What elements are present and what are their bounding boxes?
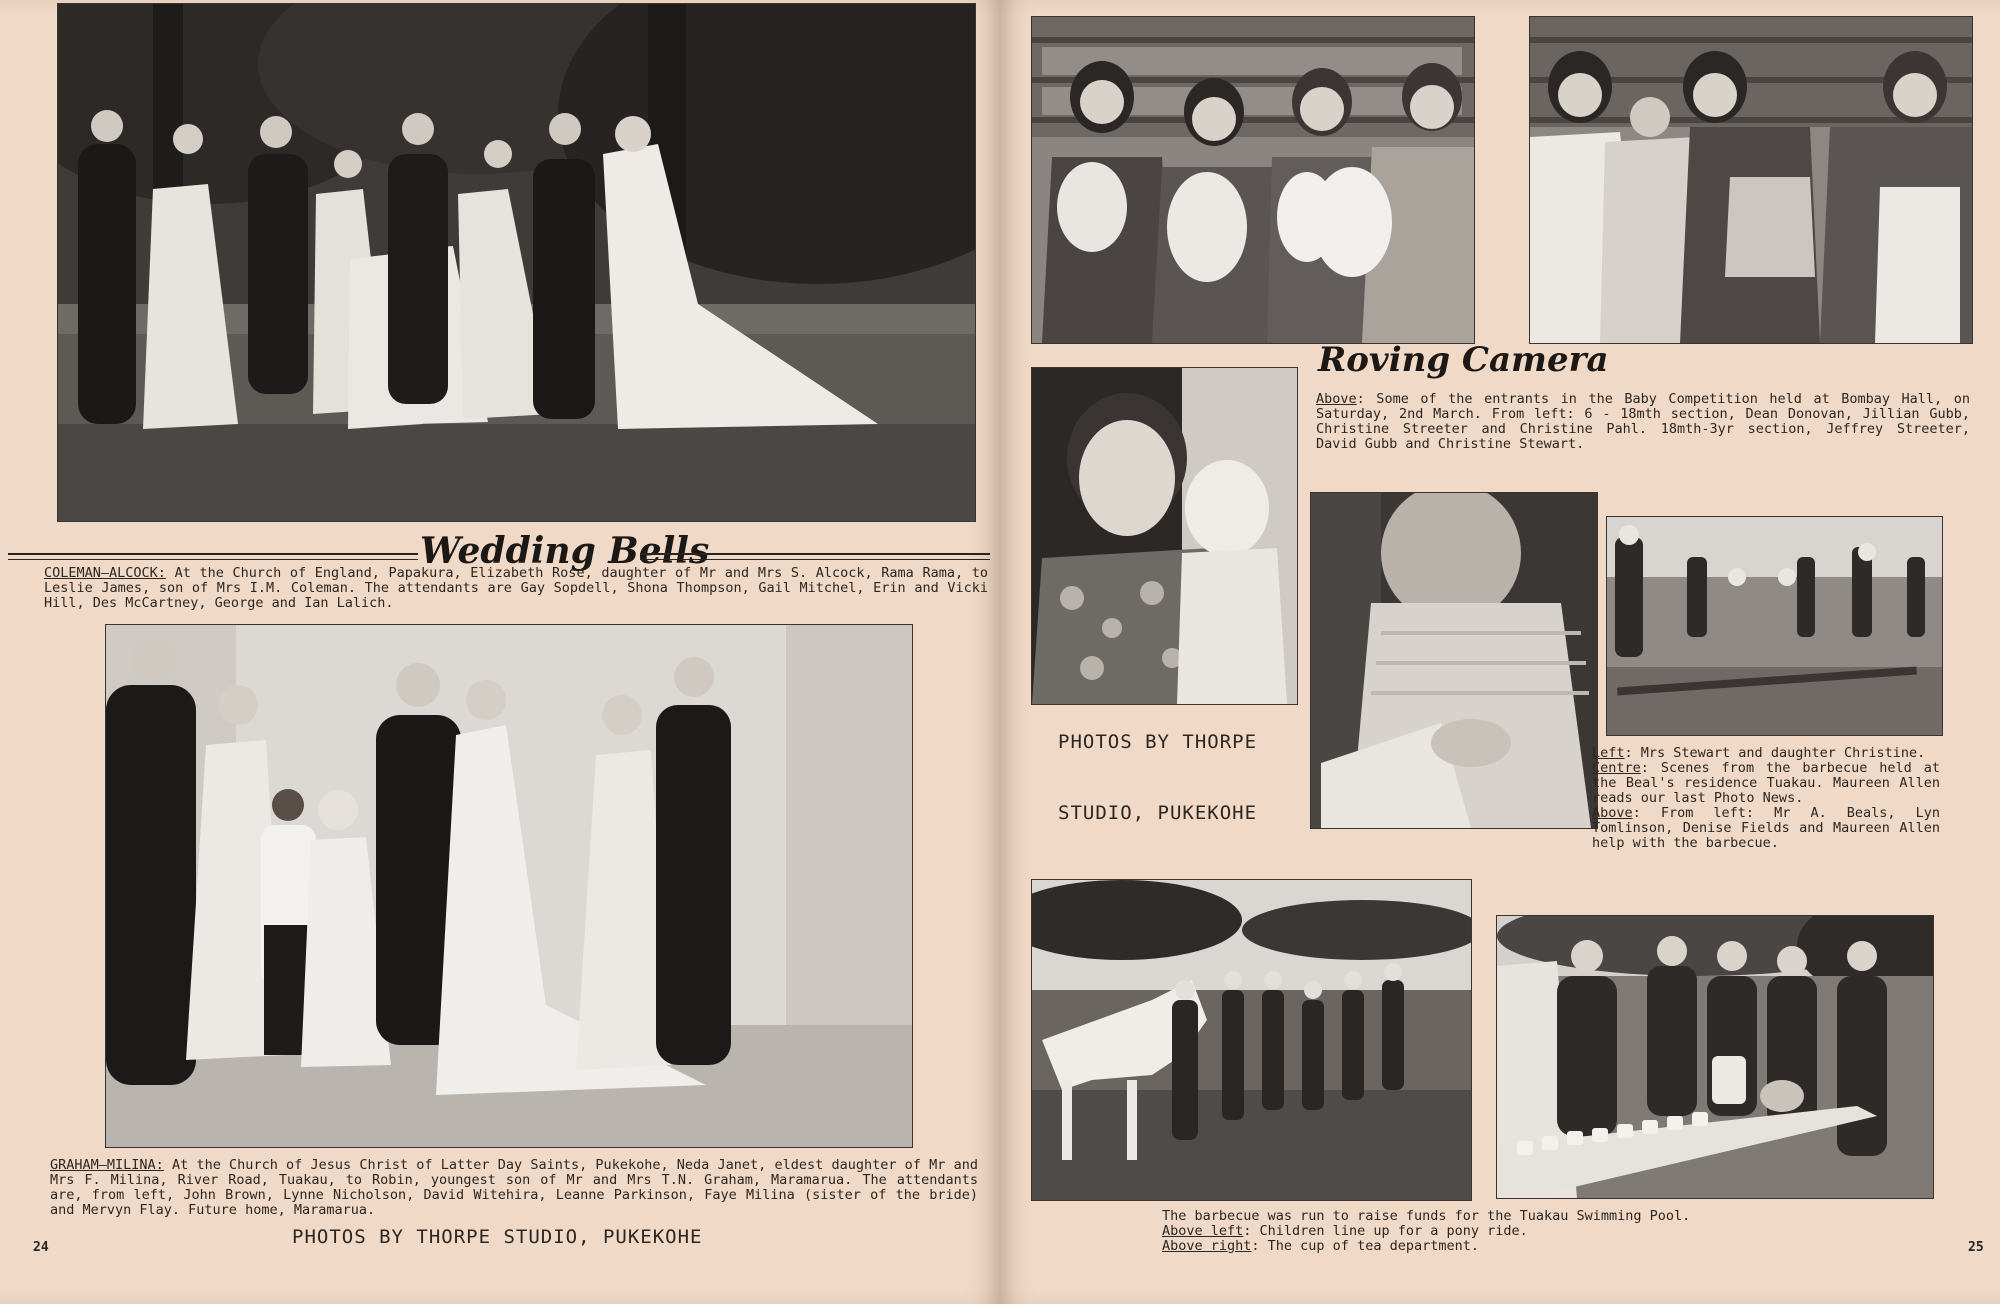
caption-coleman-alcock bbox=[44, 566, 988, 611]
caption-bottom-line2 bbox=[1162, 1224, 1762, 1239]
caption-barbecue-scenes bbox=[1592, 746, 1940, 851]
caption-lead-above-left: Above left bbox=[1162, 1223, 1244, 1239]
caption-above-block bbox=[1592, 806, 1940, 851]
roving-camera-heading: Roving Camera bbox=[1318, 340, 1609, 380]
baby-competition-photo-2 bbox=[1529, 16, 1973, 344]
heading-rule-right bbox=[640, 553, 990, 555]
caption-lead-above-right: Above right bbox=[1162, 1238, 1252, 1254]
caption-text-centre: : Scenes from the barbecue held at the Beal's residence Tuakau. Maureen Allen reads our last Photo News. bbox=[1592, 760, 1940, 806]
cup-of-tea-photo bbox=[1496, 915, 1934, 1199]
caption-text-graham-milina: At the Church of Jesus Christ of Latter Day Saints, Pukekohe, Neda Janet, eldest daughter of Mr and Mrs F. Milina, River Road, Tuakau, to Robin, youngest son of Mr and Mrs T.N. Graham, Maramarua. The attendants are, from left, John Brown, Lynne Nicholson, David Witehira, Leanne Parkinson, Faye Milina (sister of the bride) and Mervyn Flay. Future home, Maramarua. bbox=[50, 1157, 978, 1218]
maureen-reading-photo bbox=[1310, 492, 1598, 829]
caption-lead-coleman-alcock: COLEMAN—ALCOCK: bbox=[44, 565, 166, 581]
wedding-photo-coleman-alcock bbox=[57, 3, 976, 522]
heading-rule-right-thin bbox=[640, 559, 990, 560]
pony-ride-photo bbox=[1031, 879, 1472, 1201]
caption-centre-block bbox=[1592, 761, 1940, 806]
wedding-bells-heading: Wedding Bells bbox=[420, 530, 710, 572]
caption-text-coleman-alcock: At the Church of England, Papakura, Elizabeth Rose, daughter of Mr and Mrs S. Alcock, Rama Rama, to Leslie James, son of Mrs I.M. Coleman. The attendants are Gay Sopdell, Shona Thompson, Gail Mitchel, Erin and Vicki Hill, Des McCartney, George and Ian Lalich. bbox=[44, 565, 988, 611]
page-number-left: 24 bbox=[33, 1240, 49, 1255]
baby-competition-photo-1 bbox=[1031, 16, 1475, 344]
right-page bbox=[1000, 0, 2000, 1304]
caption-lead-graham-milina: GRAHAM—MILINA: bbox=[50, 1157, 164, 1173]
caption-lead-left: Left bbox=[1592, 745, 1625, 761]
photo-credit-right-line1: PHOTOS BY THORPE bbox=[1058, 731, 1258, 753]
caption-left-block bbox=[1592, 746, 1940, 761]
caption-graham-milina bbox=[50, 1158, 978, 1218]
caption-lead-centre: Centre bbox=[1592, 760, 1641, 776]
caption-bottom-line3 bbox=[1162, 1239, 1762, 1254]
mrs-stewart-photo bbox=[1031, 367, 1298, 705]
heading-rule-left bbox=[8, 553, 418, 555]
caption-text-baby-competition: : Some of the entrants in the Baby Competition held at Bombay Hall, on Saturday, 2nd March. From left: 6 - 18mth section, Dean Donovan, Jillian Gubb, Christine Streeter and Christine Pahl. 18mth-3yr section, Jeffrey Streeter, David Gubb and Christine Stewart. bbox=[1316, 391, 1970, 452]
wedding-photo-graham-milina bbox=[105, 624, 913, 1148]
page-number-right: 25 bbox=[1968, 1240, 1984, 1255]
caption-text-left: : Mrs Stewart and daughter Christine. bbox=[1624, 745, 1926, 761]
photo-credit-right-line2: STUDIO, PUKEKOHE bbox=[1058, 802, 1258, 824]
caption-baby-competition bbox=[1316, 392, 1970, 452]
photo-credit-left: PHOTOS BY THORPE STUDIO, PUKEKOHE bbox=[292, 1226, 703, 1248]
caption-bottom-line1: The barbecue was run to raise funds for the Tuakau Swimming Pool. bbox=[1162, 1208, 1691, 1224]
caption-lead-above: Above bbox=[1316, 391, 1357, 407]
barbecue-scene-photo bbox=[1606, 516, 1943, 736]
caption-barbecue-bottom bbox=[1162, 1209, 1762, 1254]
caption-text-above-left: : Children line up for a pony ride. bbox=[1243, 1223, 1528, 1239]
caption-text-above-barbecue: : From left: Mr A. Beals, Lyn Tomlinson, Denise Fields and Maureen Allen help with the barbecue. bbox=[1592, 805, 1940, 851]
heading-rule-left-thin bbox=[8, 559, 418, 560]
caption-lead-above-barbecue: Above bbox=[1592, 805, 1633, 821]
caption-text-above-right: : The cup of tea department. bbox=[1251, 1238, 1479, 1254]
